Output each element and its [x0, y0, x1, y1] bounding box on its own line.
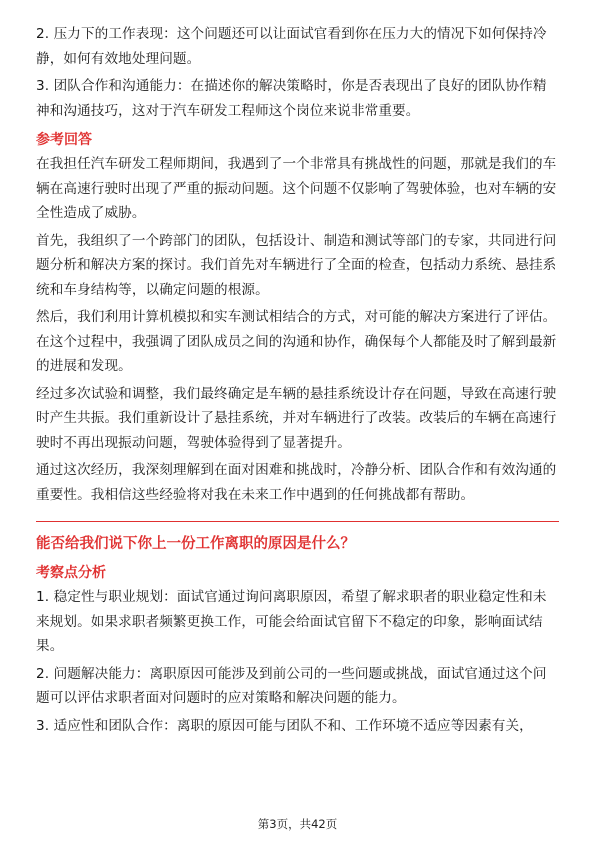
section-divider [36, 521, 559, 522]
analysis-point-1: 1. 稳定性与职业规划：面试官通过询问离职原因，希望了解求职者的职业稳定性和未来规划。如果求职者频繁更换工作，可能会给面试官留下不稳定的印象，影响面试结果。 [36, 589, 547, 654]
analysis-point-2: 2. 问题解决能力：离职原因可能涉及到前公司的一些问题或挑战，面试官通过这个问题可以评估求职者面对问题时的应对策略和解决问题的能力。 [36, 665, 547, 706]
analysis-heading: 考察点分析 [36, 565, 106, 581]
reference-paragraph: 经过多次试验和调整，我们最终确定是车辆的悬挂系统设计存在问题，导致在高速行驶时产生共振。我们重新设计了悬挂系统，并对车辆进行了改装。改装后的车辆在高速行驶时不再出现振动问题，驾驶体验得到了显著提升。 [36, 385, 557, 451]
page-footer: 第3页，共42页 [257, 817, 338, 831]
interview-question: 能否给我们说下你上一份工作离职的原因是什么？ [36, 536, 355, 552]
reference-answer-heading: 参考回答 [36, 132, 92, 148]
intro-point-2: 2. 压力下的工作表现：这个问题还可以让面试官看到你在压力大的情况下如何保持冷静，如何有效地处理问题。 [36, 26, 547, 67]
document-page [36, 22, 559, 741]
intro-point-3: 3. 团队合作和沟通能力：在描述你的解决策略时，你是否表现出了良好的团队协作精神和沟通技巧，这对于汽车研发工程师这个岗位来说非常重要。 [36, 78, 547, 119]
reference-paragraph: 在我担任汽车研发工程师期间，我遇到了一个非常具有挑战性的问题，那就是我们的车辆在高速行驶时出现了严重的振动问题。这个问题不仅影响了驾驶体验，也对车辆的安全性造成了威胁。 [36, 156, 557, 221]
reference-paragraph: 然后，我们利用计算机模拟和实车测试相结合的方式，对可能的解决方案进行了评估。在这个过程中，我强调了团队成员之间的沟通和协作，确保每个人都能及时了解到最新的进展和发现。 [36, 309, 557, 374]
analysis-point-3: 3. 适应性和团队合作：离职的原因可能与团队不和、工作环境不适应等因素有关， [36, 717, 533, 734]
reference-paragraph: 通过这次经历，我深刻理解到在面对困难和挑战时，冷静分析、团队合作和有效沟通的重要性。我相信这些经验将对我在未来工作中遇到的任何挑战都有帮助。 [36, 462, 557, 503]
reference-paragraph: 首先，我组织了一个跨部门的团队，包括设计、制造和测试等部门的专家，共同进行问题分析和解决方案的探讨。我们首先对车辆进行了全面的检查，包括动力系统、悬挂系统和车身结构等，以确定问题的根源。 [36, 232, 557, 298]
